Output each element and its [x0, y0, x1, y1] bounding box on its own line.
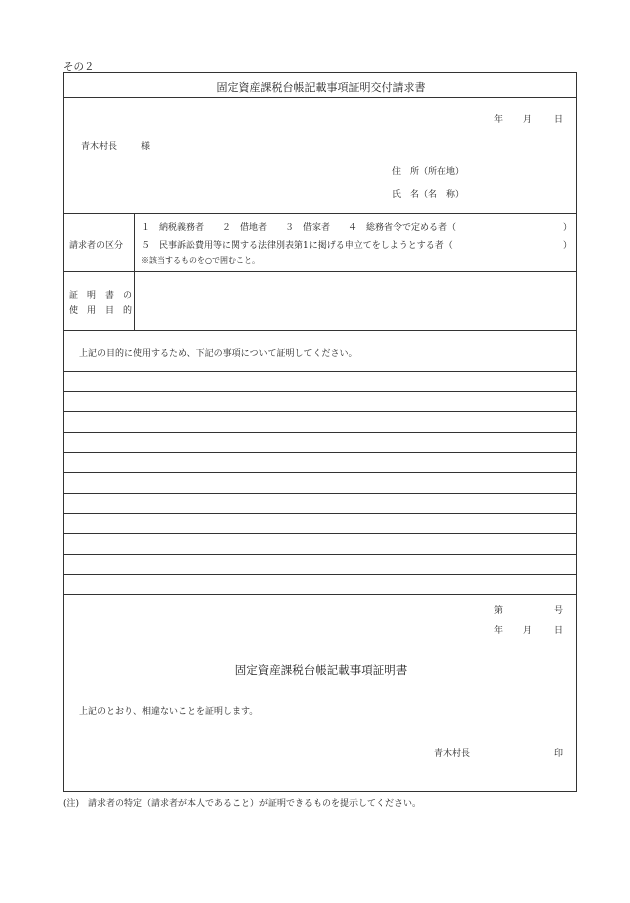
certificate-issuer: 青木村長 [434, 749, 471, 759]
name-label: 氏 名（名 称） [392, 190, 465, 200]
request-month: 月 [523, 115, 533, 125]
category-line-2-close: ） [563, 241, 573, 251]
ruled-line [64, 513, 576, 514]
purpose-label-line-1: 証 明 書 の [69, 291, 133, 301]
divider [64, 271, 576, 272]
ruled-line [64, 371, 576, 372]
divider [64, 97, 576, 98]
ruled-line [64, 411, 576, 412]
purpose-label-line-2: 使 用 目 的 [69, 306, 133, 316]
divider [64, 330, 576, 331]
ruled-line [64, 493, 576, 494]
ruled-line [64, 432, 576, 433]
request-form [63, 72, 577, 792]
certificate-month: 月 [523, 626, 533, 636]
form-title: 固定資産課税台帳記載事項証明交付請求書 [216, 81, 426, 94]
seal-mark: 印 [554, 749, 564, 759]
category-note: ※該当するものを○で囲むこと。 [141, 256, 260, 265]
ruled-line [64, 574, 576, 575]
ruled-line [64, 452, 576, 453]
addressee-name: 青木村長 [81, 142, 118, 152]
request-statement: 上記の目的に使用するため、下記の事項について証明してください。 [79, 349, 358, 359]
certificate-number-suffix: 号 [554, 606, 564, 616]
addressee-honorific: 様 [141, 142, 151, 152]
footnote: (注) 請求者の特定（請求者が本人であること）が証明できるものを提示してください。 [63, 799, 422, 809]
divider [64, 213, 576, 214]
ruled-line [64, 533, 576, 534]
certificate-day: 日 [554, 626, 564, 636]
request-day: 日 [554, 115, 564, 125]
certificate-number-label: 第 [494, 606, 504, 616]
address-label: 住 所（所在地） [392, 167, 465, 177]
category-line-1-close: ） [563, 223, 573, 233]
ruled-line [64, 391, 576, 392]
form-number: その２ [63, 61, 95, 73]
category-options-line-1: １ 納税義務者 ２ 借地者 ３ 借家者 ４ 総務省令で定める者（ [141, 223, 457, 233]
certificate-statement: 上記のとおり、相違ないことを証明します。 [79, 707, 259, 717]
ruled-line [64, 472, 576, 473]
certificate-title: 固定資産課税台帳記載事項証明書 [234, 663, 408, 677]
request-year: 年 [494, 115, 504, 125]
ruled-line [64, 554, 576, 555]
purpose-input-area[interactable] [135, 273, 575, 327]
ruled-line [64, 594, 576, 595]
category-options-line-2: ５ 民事訴訟費用等に関する法律別表第1に掲げる申立てをしようとする者（ [141, 241, 453, 251]
certificate-year: 年 [494, 626, 504, 636]
requester-category-label: 請求者の区分 [69, 241, 124, 251]
